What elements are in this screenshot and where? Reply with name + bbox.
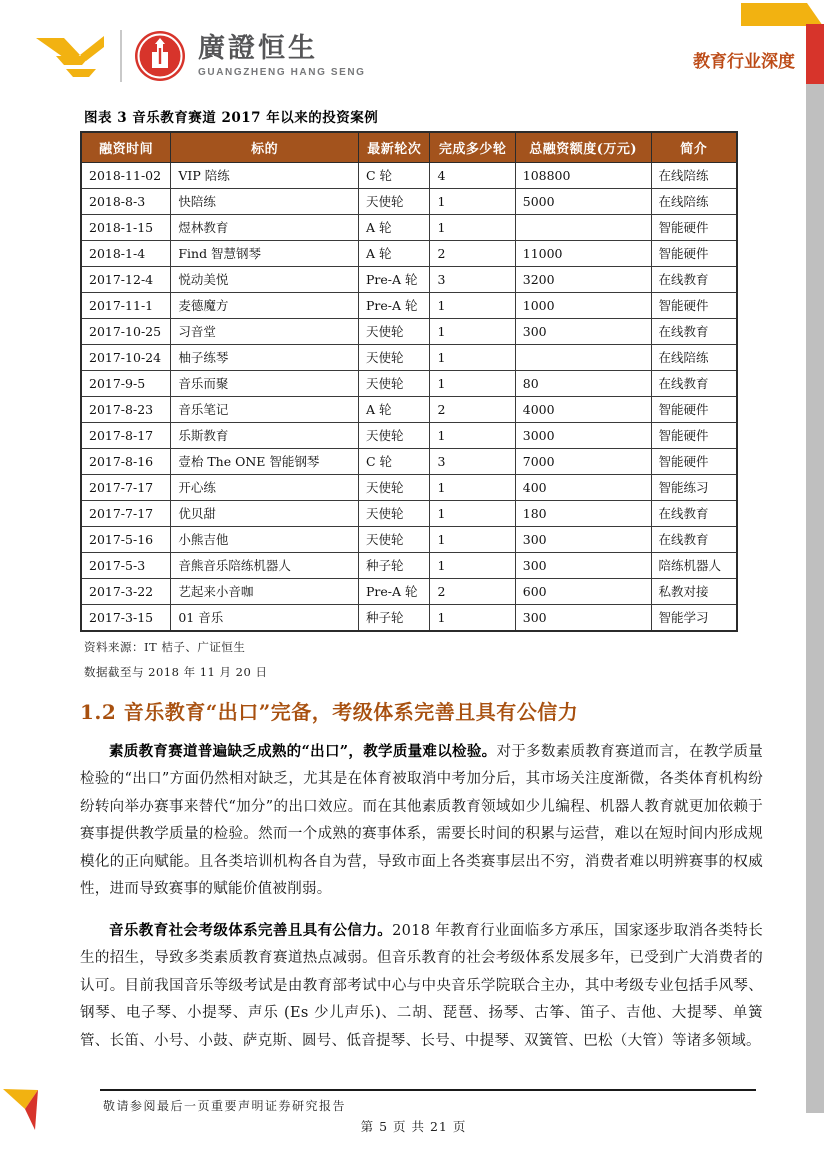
- table-cell: 1: [430, 526, 515, 552]
- table-cell: 2: [430, 396, 515, 422]
- table-cell: A 轮: [358, 396, 430, 422]
- table-row: [81, 370, 737, 396]
- table-cell: 陪练机器人: [651, 552, 737, 578]
- table-cell: 优贝甜: [171, 500, 359, 526]
- table-cell: 麦德魔方: [171, 292, 359, 318]
- table-row: [81, 188, 737, 214]
- table-cell: 108800: [515, 162, 651, 188]
- table-cell: 3200: [515, 266, 651, 292]
- table-cell: 1: [430, 604, 515, 631]
- brand-name-cn: 廣證恒生: [198, 33, 318, 64]
- table-cell: 2017-11-1: [81, 292, 171, 318]
- table-cell: 天使轮: [358, 500, 430, 526]
- table-cell: 2018-11-02: [81, 162, 171, 188]
- table-cell: 艺起来小音咖: [171, 578, 359, 604]
- table-cell: 习音堂: [171, 318, 359, 344]
- figure-title: 图表 3 音乐教育赛道 2017 年以来的投资案例: [84, 110, 379, 126]
- table-cell: 2017-10-25: [81, 318, 171, 344]
- table-cell: 在线教育: [651, 266, 737, 292]
- table-cell: 智能硬件: [651, 448, 737, 474]
- table-cell: 1: [430, 344, 515, 370]
- table-cell: 在线陪练: [651, 344, 737, 370]
- table-cell: 1: [430, 422, 515, 448]
- table-cell: 智能硬件: [651, 422, 737, 448]
- table-cell: 1: [430, 370, 515, 396]
- table-cell: 音熊音乐陪练机器人: [171, 552, 359, 578]
- brand-name-en: GUANGZHENG HANG SENG: [198, 66, 366, 78]
- table-cell: 小熊吉他: [171, 526, 359, 552]
- table-cell: [515, 214, 651, 240]
- table-cell: 2017-5-3: [81, 552, 171, 578]
- table-cell: 天使轮: [358, 318, 430, 344]
- footer-page-number: 第 5 页 共 21 页: [360, 1119, 467, 1134]
- table-column-header: 融资时间: [81, 132, 171, 162]
- table-cell: 智能练习: [651, 474, 737, 500]
- content-area: [80, 106, 763, 1055]
- table-cell: 2: [430, 240, 515, 266]
- table-cell: VIP 陪练: [171, 162, 359, 188]
- table-cell: 快陪练: [171, 188, 359, 214]
- table-row: [81, 162, 737, 188]
- table-row: [81, 526, 737, 552]
- table-cell: 智能硬件: [651, 292, 737, 318]
- table-cell: 在线教育: [651, 370, 737, 396]
- investment-table: [80, 131, 738, 632]
- table-cell: Find 智慧钢琴: [171, 240, 359, 266]
- table-row: [81, 500, 737, 526]
- table-cell: 智能硬件: [651, 396, 737, 422]
- table-cell: 智能硬件: [651, 240, 737, 266]
- table-row: [81, 474, 737, 500]
- table-cell: 2017-7-17: [81, 500, 171, 526]
- table-cell: 5000: [515, 188, 651, 214]
- table-cell: 天使轮: [358, 370, 430, 396]
- table-cell: 2017-8-23: [81, 396, 171, 422]
- table-cell: 600: [515, 578, 651, 604]
- table-row: [81, 292, 737, 318]
- table-cell: 300: [515, 526, 651, 552]
- table-cell: Pre-A 轮: [358, 578, 430, 604]
- table-cell: 11000: [515, 240, 651, 266]
- table-cell: 1: [430, 552, 515, 578]
- table-cell: 1: [430, 474, 515, 500]
- paragraph-2-text: 2018 年教育行业面临多方承压，国家逐步取消各类特长生的招生，导致多类素质教育赛道热点减弱。但音乐教育的社会考级体系发展多年，已受到广大消费者的认可。目前我国音乐等级考试是由教育部考试中心与中央音乐学院联合主办，其中考级专业包括手风琴、钢琴、电子琴、小提琴、声乐 (Es 少儿声乐)、二胡、琵琶、扬琴、古筝、笛子、吉他、大提琴、单簧管、长笛、小号、小鼓、萨克斯、圆号、低音提琴、长号、中提琴、双簧管、巴松（大管）等诸多领域。: [80, 922, 763, 1049]
- table-cell: 煜林教育: [171, 214, 359, 240]
- table-cell: 开心练: [171, 474, 359, 500]
- table-column-header: 完成多少轮: [430, 132, 515, 162]
- table-cell: 乐斯教育: [171, 422, 359, 448]
- table-cell: 1: [430, 500, 515, 526]
- table-cell: 300: [515, 552, 651, 578]
- table-row: [81, 240, 737, 266]
- table-cell: 在线陪练: [651, 188, 737, 214]
- table-cell: 3: [430, 448, 515, 474]
- table-cell: 2018-1-15: [81, 214, 171, 240]
- table-column-header: 总融资额度(万元): [515, 132, 651, 162]
- table-row: [81, 604, 737, 631]
- table-cell: 2017-8-17: [81, 422, 171, 448]
- table-column-header: 简介: [651, 132, 737, 162]
- table-cell: 2017-12-4: [81, 266, 171, 292]
- paragraph-1-text: 对于多数素质教育赛道而言，在教学质量检验的“出口”方面仍然相对缺乏，尤其是在体育被取消中考加分后，其市场关注度渐微，各类体育机构纷纷转向举办赛事来替代“加分”的出口效应。而在其他素质教育领域如少儿编程、机器人教育就更加依赖于赛事提供教学质量的检验。然而一个成熟的赛事体系，需要长时间的积累与运营，难以在短时间内形成规模化的正向赋能。且各类培训机构各自为营，导致市面上各类赛事层出不穷，消费者难以明辨赛事的权威性，进而导致赛事的赋能价值被削弱。: [80, 743, 764, 897]
- footer-triangle-icon: [0, 1086, 46, 1136]
- table-header-row: [81, 132, 737, 162]
- table-cell: 2018-1-4: [81, 240, 171, 266]
- table-cell: 3: [430, 266, 515, 292]
- section-heading: 1.2 音乐教育“出口”完备，考级体系完善且具有公信力: [80, 699, 579, 724]
- table-cell: C 轮: [358, 162, 430, 188]
- table-cell: 私教对接: [651, 578, 737, 604]
- table-cell: 1: [430, 214, 515, 240]
- source-note: 资料来源：IT 桔子、广证恒生: [84, 639, 246, 654]
- table-cell: 2: [430, 578, 515, 604]
- table-cell: 180: [515, 500, 651, 526]
- footer-disclaimer: 敬请参阅最后一页重要声明证券研究报告: [103, 1099, 347, 1113]
- table-column-header: 最新轮次: [358, 132, 430, 162]
- table-cell: 种子轮: [358, 604, 430, 631]
- table-cell: 在线教育: [651, 500, 737, 526]
- table-cell: A 轮: [358, 214, 430, 240]
- side-strip: [806, 84, 824, 1113]
- table-cell: 3000: [515, 422, 651, 448]
- table-cell: 4000: [515, 396, 651, 422]
- table-cell: 天使轮: [358, 474, 430, 500]
- table-cell: 80: [515, 370, 651, 396]
- table-cell: 2017-3-22: [81, 578, 171, 604]
- table-cell: 天使轮: [358, 344, 430, 370]
- table-row: [81, 448, 737, 474]
- table-cell: 2017-3-15: [81, 604, 171, 631]
- table-cell: [515, 344, 651, 370]
- table-cell: 天使轮: [358, 526, 430, 552]
- report-category-tag: 教育行业深度: [693, 52, 795, 71]
- table-cell: 01 音乐: [171, 604, 359, 631]
- table-row: [81, 578, 737, 604]
- table-cell: 种子轮: [358, 552, 430, 578]
- paragraph-2: [80, 917, 763, 1056]
- table-cell: C 轮: [358, 448, 430, 474]
- table-cell: 2017-5-16: [81, 526, 171, 552]
- table-cell: 在线教育: [651, 526, 737, 552]
- table-cell: 4: [430, 162, 515, 188]
- data-cutoff-note: 数据截至与 2018 年 11 月 20 日: [84, 664, 268, 679]
- table-cell: 1: [430, 188, 515, 214]
- table-row: [81, 396, 737, 422]
- table-cell: 2017-10-24: [81, 344, 171, 370]
- table-column-header: 标的: [171, 132, 359, 162]
- paragraph-1-lead: 素质教育赛道普遍缺乏成熟的“出口”，教学质量难以检验。: [109, 742, 497, 760]
- table-cell: 音乐笔记: [171, 396, 359, 422]
- table-row: [81, 344, 737, 370]
- table-cell: 1: [430, 318, 515, 344]
- table-cell: 壹枱 The ONE 智能钢琴: [171, 448, 359, 474]
- table-cell: 天使轮: [358, 422, 430, 448]
- table-cell: 音乐而聚: [171, 370, 359, 396]
- paragraph-1: [80, 738, 763, 904]
- table-cell: Pre-A 轮: [358, 292, 430, 318]
- footer-rule: [100, 1089, 756, 1091]
- table-cell: 400: [515, 474, 651, 500]
- table-cell: 在线陪练: [651, 162, 737, 188]
- table-row: [81, 552, 737, 578]
- table-cell: 智能学习: [651, 604, 737, 631]
- table-cell: 2017-9-5: [81, 370, 171, 396]
- paragraph-2-lead: 音乐教育社会考级体系完善且具有公信力。: [109, 921, 393, 939]
- table-cell: 在线教育: [651, 318, 737, 344]
- table-row: [81, 318, 737, 344]
- table-cell: 天使轮: [358, 188, 430, 214]
- table-cell: Pre-A 轮: [358, 266, 430, 292]
- table-cell: 1: [430, 292, 515, 318]
- table-cell: 悦动美悦: [171, 266, 359, 292]
- table-cell: 2017-7-17: [81, 474, 171, 500]
- table-row: [81, 266, 737, 292]
- table-row: [81, 214, 737, 240]
- table-cell: A 轮: [358, 240, 430, 266]
- table-row: [81, 422, 737, 448]
- table-cell: 2018-8-3: [81, 188, 171, 214]
- table-cell: 7000: [515, 448, 651, 474]
- table-cell: 智能硬件: [651, 214, 737, 240]
- table-cell: 柚子练琴: [171, 344, 359, 370]
- table-cell: 300: [515, 318, 651, 344]
- table-cell: 300: [515, 604, 651, 631]
- table-cell: 2017-8-16: [81, 448, 171, 474]
- table-cell: 1000: [515, 292, 651, 318]
